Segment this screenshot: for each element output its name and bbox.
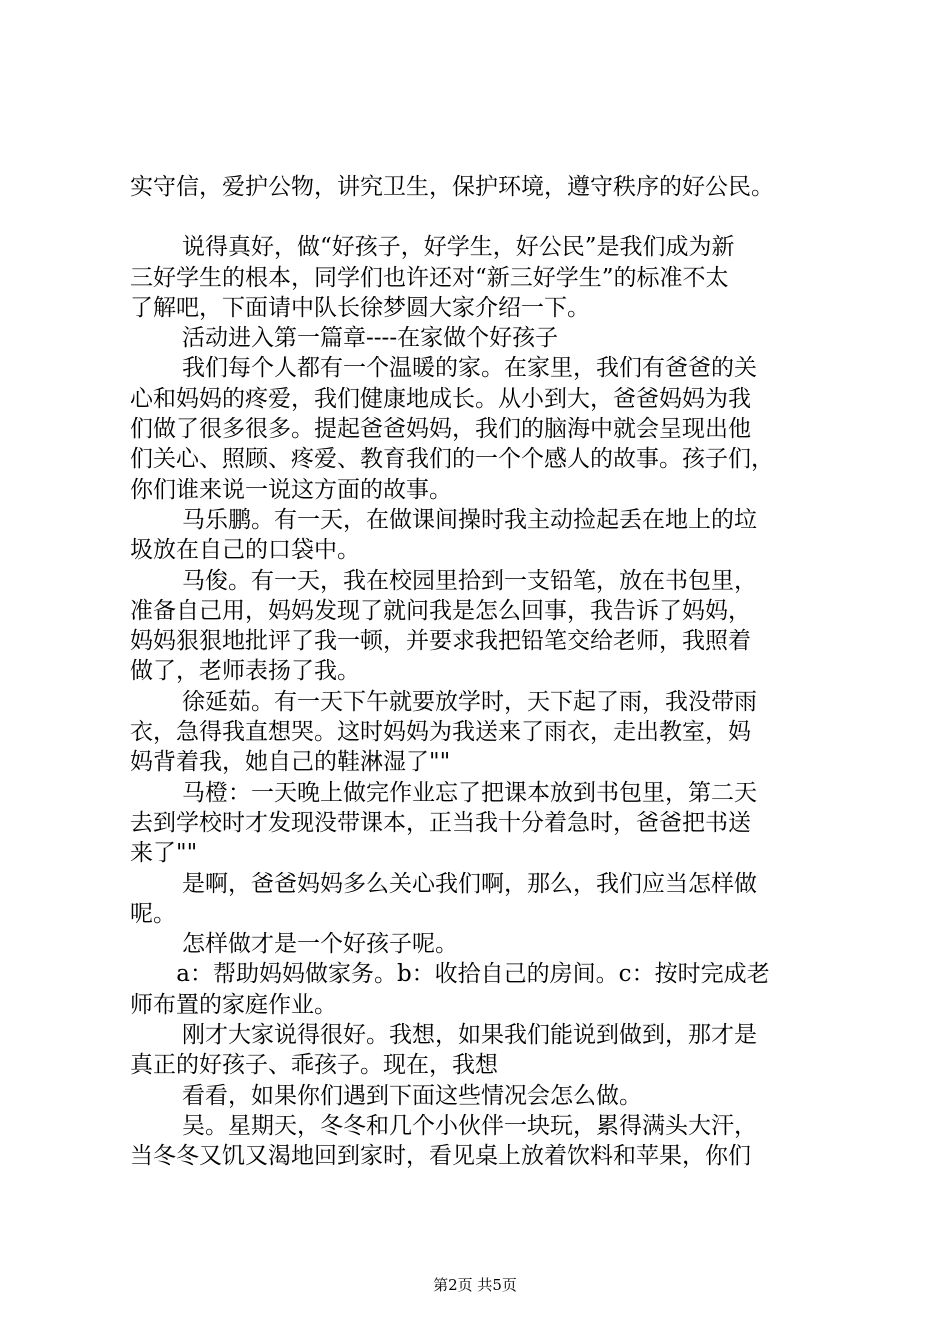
paragraph <box>130 505 835 566</box>
paragraph <box>130 566 835 687</box>
document-body <box>130 172 835 1172</box>
text-line: 呢。 <box>130 900 176 927</box>
text-line: 刚才大家说得很好。我想，如果我们能说到做到，那才是 <box>182 1022 757 1049</box>
text-line: 圾放在自己的口袋中。 <box>130 537 360 564</box>
paragraph <box>130 232 835 323</box>
text-line: 你们谁来说一说这方面的故事。 <box>130 476 452 503</box>
text-line: 妈妈狠狠地批评了我一顿，并要求我把铅笔交给老师，我照着 <box>130 628 751 655</box>
text-line: 活动进入第一篇章----在家做个好孩子 <box>182 325 559 352</box>
text-line: 来了"" <box>130 840 198 867</box>
text-line: 实守信，爱护公物，讲究卫生，保护环境，遵守秩序的好公民。 <box>130 174 774 200</box>
text-line: 三好学生的根本，同学们也许还对“新三好学生”的标准不太 <box>130 264 729 291</box>
text-line: 我们每个人都有一个温暖的家。在家里，我们有爸爸的关 <box>182 355 757 382</box>
page-footer: 第2页 共5页 <box>433 1276 517 1294</box>
paragraph <box>130 778 835 869</box>
paragraph <box>130 959 835 1020</box>
text-line: 心和妈妈的疼爱，我们健康地成长。从小到大，爸爸妈妈为我 <box>130 385 751 412</box>
text-line: 马橙：一天晚上做完作业忘了把课本放到书包里，第二天 <box>182 779 757 806</box>
paragraph <box>130 869 835 930</box>
text-line: 徐延茹。有一天下午就要放学时，天下起了雨，我没带雨 <box>182 688 757 715</box>
text-line: 马俊。有一天，我在校园里拾到一支铅笔，放在书包里， <box>182 567 757 594</box>
text-line: 去到学校时才发现没带课本，正当我十分着急时，爸爸把书送 <box>130 809 751 836</box>
paragraph <box>130 1081 835 1111</box>
text-line: 衣，急得我直想哭。这时妈妈为我送来了雨衣，走出教室，妈 <box>130 719 751 746</box>
text-line: a：帮助妈妈做家务。b：收拾自己的房间。c：按时完成老 <box>176 961 770 988</box>
text-line: 们关心、照顾、疼爱、教育我们的一个个感人的故事。孩子们， <box>130 446 774 473</box>
text-line: 吴。星期天，冬冬和几个小伙伴一块玩，累得满头大汗， <box>182 1112 757 1139</box>
text-line: 真正的好孩子、乖孩子。现在，我想 <box>130 1052 498 1079</box>
paragraph <box>130 353 835 504</box>
text-line: 当冬冬又饥又渴地回到家时，看见桌上放着饮料和苹果，你们 <box>130 1143 751 1170</box>
text-line: 马乐鹏。有一天，在做课间操时我主动捡起丢在地上的垃 <box>182 506 757 533</box>
paragraph <box>130 323 835 353</box>
paragraph <box>130 1111 835 1172</box>
text-line: 们做了很多很多。提起爸爸妈妈，我们的脑海中就会呈现出他 <box>130 416 751 443</box>
text-line: 看看，如果你们遇到下面这些情况会怎么做。 <box>182 1082 642 1109</box>
paragraph-gap <box>130 202 835 232</box>
text-line: 是啊，爸爸妈妈多么关心我们啊，那么，我们应当怎样做 <box>182 870 757 897</box>
text-line: 师布置的家庭作业。 <box>130 991 337 1018</box>
text-line: 做了，老师表扬了我。 <box>130 658 360 685</box>
text-line: 准备自己用，妈妈发现了就问我是怎么回事，我告诉了妈妈， <box>130 597 751 624</box>
paragraph <box>130 1020 835 1081</box>
paragraph <box>130 172 835 202</box>
text-line: 妈背着我，她自己的鞋淋湿了"" <box>130 749 451 776</box>
text-line: 了解吧，下面请中队长徐梦圆大家介绍一下。 <box>130 294 590 321</box>
text-line: 怎样做才是一个好孩子呢。 <box>182 931 458 958</box>
text-line: 说得真好，做“好孩子，好学生，好公民”是我们成为新 <box>182 234 735 261</box>
paragraph <box>130 687 835 778</box>
paragraph <box>130 929 835 959</box>
